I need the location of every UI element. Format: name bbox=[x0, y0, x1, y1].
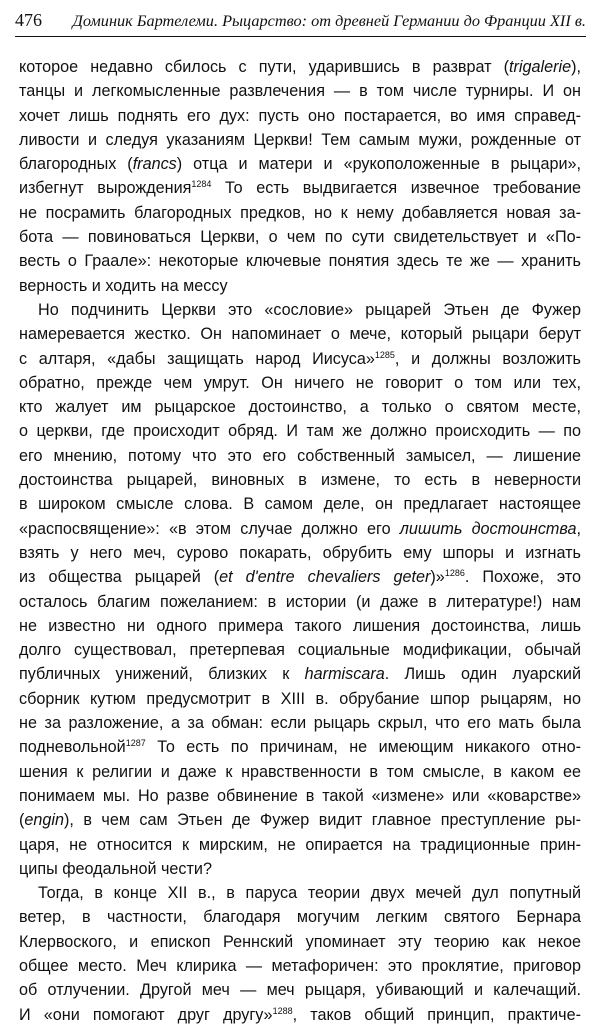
text-run: не известно ни одного примера такого лишения достоинства, лишь bbox=[19, 616, 581, 635]
text-run: То есть выдвигается извечное требование bbox=[211, 179, 581, 198]
text-run: )» bbox=[430, 568, 445, 587]
footnote-ref: 1284 bbox=[191, 179, 212, 190]
text-run: ) отца и матери и «рукоположенные в рыцари», bbox=[176, 155, 581, 174]
text-run: ( bbox=[19, 811, 25, 830]
text-line bbox=[19, 978, 581, 1002]
text-line bbox=[19, 492, 581, 516]
text-run: ливости и следуя указаниям Церкви! Тем самым мужи, рожденные от bbox=[19, 130, 581, 149]
italic-term: francs bbox=[132, 155, 177, 174]
text-run: намеревается жестко. Он напоминает о мече, который рыцари берут bbox=[19, 325, 581, 344]
text-line bbox=[19, 322, 581, 346]
text-line bbox=[19, 201, 581, 225]
text-run: танцы и легкомысленные развлечения — в том числе турниры. И он bbox=[19, 82, 581, 101]
text-line bbox=[19, 79, 581, 103]
text-run: благородных ( bbox=[19, 155, 133, 174]
text-run: бота — повиноваться Церкви, о чем по сути свидетельствует и «По- bbox=[19, 228, 581, 247]
text-line bbox=[19, 930, 581, 954]
text-run: . Лишь один луарский bbox=[384, 665, 581, 684]
text-line bbox=[19, 419, 581, 443]
text-line bbox=[19, 541, 581, 565]
text-line bbox=[19, 371, 581, 395]
text-line bbox=[19, 565, 581, 589]
text-run: шения к религии и даже к нравственности в том смысле, в каком ее bbox=[19, 762, 581, 781]
text-line bbox=[19, 784, 581, 808]
text-run: ветер, в частности, благодаря могучим легким святого Бернара bbox=[19, 908, 581, 927]
footnote-ref: 1287 bbox=[125, 738, 146, 749]
text-run: ципы феодальной чести? bbox=[19, 859, 212, 878]
text-line bbox=[19, 128, 581, 152]
text-run: верность и ходить на мессу bbox=[19, 276, 228, 295]
text-run: обратно, прежде чем умрут. Он ничего не говорит о том или тех, bbox=[19, 373, 581, 392]
text-run: ), в чем сам Этьен де Фужер видит главное преступление ры- bbox=[64, 811, 581, 830]
text-line bbox=[19, 590, 581, 614]
text-line bbox=[19, 711, 581, 735]
italic-term: harmiscara bbox=[304, 665, 385, 684]
text-line bbox=[19, 662, 581, 686]
italic-term: лишить достоинства bbox=[399, 519, 577, 538]
text-line bbox=[19, 833, 581, 857]
text-run: не за разложение, а за обман: если рыцарь скрыл, что его мать была bbox=[19, 714, 581, 733]
text-line bbox=[19, 1003, 581, 1027]
text-run: Клервоского, и епископ Реннский упоминает эту теорию как некое bbox=[19, 932, 581, 951]
text-run: , таков общий принцип, практиче- bbox=[292, 1005, 581, 1024]
text-run: взять у него меч, сурово покарать, обрубить ему шпоры и изгнать bbox=[19, 543, 581, 562]
text-run: царя, не относится к мирским, не опирается на традиционные прин- bbox=[19, 835, 581, 854]
text-run: об отлучении. Другой меч — меч рыцаря, убивающий и калечащий. bbox=[19, 981, 581, 1000]
text-run: долго существовал, претерпевая социальные модификации, обычай bbox=[19, 641, 581, 660]
text-line bbox=[19, 225, 581, 249]
text-line bbox=[19, 760, 581, 784]
text-run: достоинства рыцарей, виновных в измене, то есть в неверности bbox=[19, 471, 581, 490]
text-run: общее место. Меч клирика — метафоричен: это проклятие, приговор bbox=[19, 956, 581, 975]
text-line bbox=[19, 517, 581, 541]
text-line bbox=[19, 395, 581, 419]
text-run: публичных унижений, близких к bbox=[19, 665, 305, 684]
text-run: весть о Граале»: некоторые ключевые понятия здесь те же — хранить bbox=[19, 252, 581, 271]
text-run: , и должны возложить bbox=[394, 349, 581, 368]
text-run: избегнут вырождения bbox=[19, 179, 192, 198]
body-text bbox=[19, 55, 581, 1027]
text-run: с алтаря, «дабы защищать народ Иисуса» bbox=[19, 349, 375, 368]
text-line bbox=[19, 104, 581, 128]
text-line bbox=[19, 954, 581, 978]
text-line bbox=[19, 881, 581, 905]
footnote-ref: 1288 bbox=[272, 1005, 293, 1016]
text-line bbox=[19, 152, 581, 176]
text-run: ), bbox=[571, 58, 581, 76]
text-run: хочет лишь поднять его дух: пусть оно постарается, во имя справед- bbox=[19, 106, 581, 125]
text-line bbox=[19, 347, 581, 371]
text-run: кто жалует им рыцарское достоинство, а только о святом месте, bbox=[19, 398, 581, 417]
italic-term: et d'entre chevaliers geter bbox=[219, 568, 431, 587]
text-run: о церкви, где происходит обряд. И там же должно происходить — по bbox=[19, 422, 581, 441]
text-run: То есть по причинам, не имеющим никакого отно- bbox=[145, 738, 581, 757]
text-run: осталось благим пожеланием: в истории (и даже в литературе!) нам bbox=[19, 592, 581, 611]
text-line bbox=[19, 55, 581, 79]
text-run: сборник кутюм предусмотрит в XIII в. обрубание шпор рыцарям, но bbox=[19, 689, 581, 708]
text-line bbox=[19, 298, 581, 322]
text-line bbox=[19, 614, 581, 638]
text-run: понимаем мы. Но разве обвинение в такой «измене» или «коварстве» bbox=[19, 786, 581, 805]
text-line bbox=[19, 249, 581, 273]
footnote-ref: 1285 bbox=[374, 349, 395, 360]
text-line bbox=[19, 444, 581, 468]
page-number: 476 bbox=[15, 10, 42, 30]
text-run: Но подчинить Церкви это «сословие» рыцарей Этьен де Фужер bbox=[38, 300, 581, 319]
italic-term: trigalerie bbox=[509, 58, 572, 76]
text-run: которое недавно сбилось с пути, ударившись в разврат ( bbox=[19, 58, 510, 76]
text-run: , bbox=[576, 519, 582, 538]
text-run: И «они помогают друг другу» bbox=[19, 1005, 273, 1024]
text-run: его мнению, потому что это его собственный замысел, — лишение bbox=[19, 446, 581, 465]
footnote-ref: 1286 bbox=[444, 568, 465, 579]
text-line bbox=[19, 857, 581, 881]
running-title: Доминик Бартелеми. Рыцарство: от древней Германии до Франции XII в. bbox=[72, 11, 586, 30]
text-line bbox=[19, 274, 581, 298]
text-run: не посрамить благородных предков, но к нему добавляется новая за- bbox=[19, 203, 581, 222]
text-line bbox=[19, 735, 581, 759]
text-run: . Похоже, это bbox=[464, 568, 581, 587]
text-run: подневольной bbox=[19, 738, 126, 757]
text-line bbox=[19, 176, 581, 200]
running-header bbox=[15, 6, 586, 37]
text-line bbox=[19, 808, 581, 832]
text-line bbox=[19, 638, 581, 662]
text-line bbox=[19, 468, 581, 492]
text-line bbox=[19, 687, 581, 711]
text-run: из общества рыцарей ( bbox=[19, 568, 220, 587]
text-line bbox=[19, 905, 581, 929]
italic-term: engin bbox=[24, 811, 64, 830]
text-run: в широком смысле слова. В самом деле, он предлагает настоящее bbox=[19, 495, 581, 514]
text-run: Тогда, в конце XII в., в парусa теории двух мечей дул попутный bbox=[38, 884, 581, 903]
text-run: «распосвящение»: «в этом случае должно его bbox=[19, 519, 400, 538]
